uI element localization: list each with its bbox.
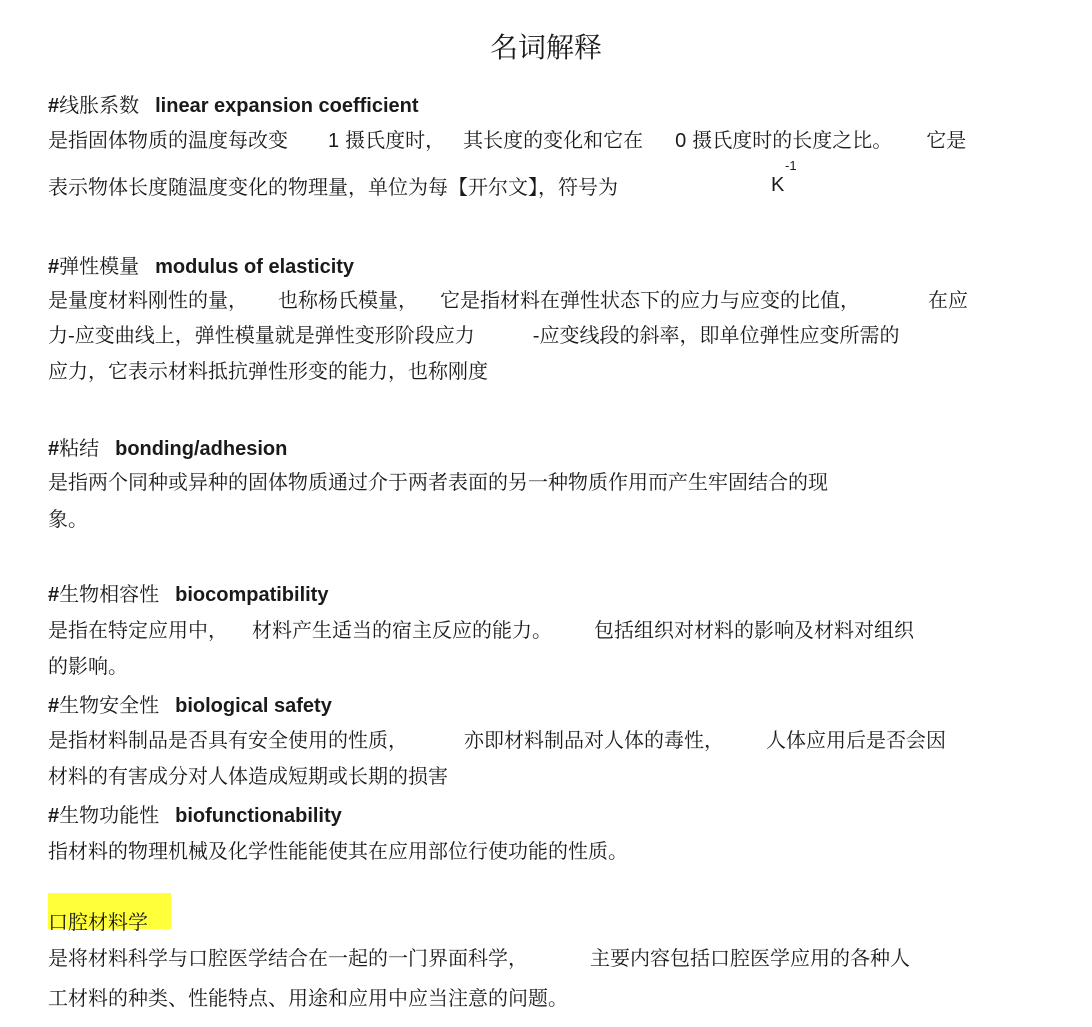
definition-line (48, 762, 448, 790)
definition-segment: 它是指材料在弹性状态下的应力与应变的比值， (440, 288, 860, 312)
definition-segment: 材料产生适当的宿主反应的能力。 (252, 618, 552, 642)
definition-segment: 象。 (48, 507, 88, 531)
definition-segment: 它是 (926, 128, 967, 152)
definition-segment: 人体应用后是否会因 (766, 728, 946, 752)
definition-line (48, 173, 618, 201)
definition-segment: 材料的有害成分对人体造成短期或长期的损害 (48, 764, 448, 788)
definition-segment: 其长度的变化和它在 (463, 128, 644, 152)
definition-line (48, 616, 914, 644)
definition-segment: 在应 (928, 288, 968, 312)
term-chinese: 生物功能性 (59, 803, 160, 827)
definition-line (48, 984, 568, 1012)
term-heading-bonding (48, 434, 287, 463)
definition-line (48, 286, 968, 314)
hash-mark: # (48, 695, 60, 717)
hash-mark: # (48, 95, 60, 117)
term-heading-modulus-of-elasticity (48, 252, 354, 281)
definition-segment: 应力，它表示材料抵抗弹性形变的能力，也称刚度 (48, 359, 488, 383)
definition-number: 1 (328, 130, 340, 152)
definition-segment: 是量度材料刚性的量， (48, 288, 248, 312)
definition-segment: 是指材料制品是否具有安全使用的性质， (48, 728, 408, 752)
definition-line (48, 126, 966, 155)
definition-segment: -应变线段的斜率，即单位弹性应变所需的 (532, 323, 900, 347)
unit-symbol: K (771, 174, 785, 196)
term-english: biological safety (175, 695, 332, 717)
term-chinese: 弹性模量 (59, 254, 140, 278)
definition-line (48, 652, 128, 680)
definition-line (48, 837, 628, 865)
definition-segment: 是指固体物质的温度每改变 (48, 128, 288, 152)
unit-exponent: -1 (785, 158, 797, 173)
term-chinese: 粘结 (59, 436, 100, 460)
definition-segment: 的影响。 (48, 654, 128, 678)
definition-segment: 是指在特定应用中， (48, 618, 228, 642)
definition-number: 0 (675, 130, 687, 152)
definition-segment: 是将材料科学与口腔医学结合在一起的一门界面科学， (48, 946, 528, 970)
hash-mark: # (48, 805, 60, 827)
definition-line (48, 321, 900, 349)
term-heading-linear-expansion (48, 91, 419, 120)
definition-segment: 摄氏度时的长度之比。 (692, 128, 893, 152)
definition-line (48, 468, 828, 496)
hash-mark: # (48, 438, 60, 460)
definition-segment: 表示物体长度随温度变化的物理量，单位为每【开尔文】，符号为 (48, 175, 618, 199)
definition-segment: 指材料的物理机械及化学性能能使其在应用部位行使功能的性质。 (48, 839, 628, 863)
term-english: linear expansion coefficient (155, 95, 419, 117)
definition-segment: 工材料的种类、性能特点、用途和应用中应当注意的问题。 (48, 986, 568, 1010)
term-heading-biological-safety (48, 691, 332, 720)
term-heading-biofunctionability (48, 801, 342, 830)
page-title: 名词解释 (489, 31, 602, 64)
definition-segment: 也称杨氏模量， (278, 288, 418, 312)
definition-line (48, 357, 488, 385)
hash-mark: # (48, 256, 60, 278)
term-chinese: 生物安全性 (59, 693, 160, 717)
definition-segment: 力-应变曲线上，弹性模量就是弹性变形阶段应力 (48, 323, 475, 347)
term-english: biocompatibility (175, 584, 329, 606)
definition-line (48, 944, 910, 972)
definition-segment: 亦即材料制品对人体的毒性， (464, 728, 724, 752)
hash-mark: # (48, 584, 60, 606)
term-english: biofunctionability (175, 805, 342, 827)
definition-segment: 包括组织对材料的影响及材料对组织 (594, 618, 914, 642)
term-heading-biocompatibility (48, 580, 328, 609)
term-chinese: 生物相容性 (59, 582, 160, 606)
definition-segment: 是指两个同种或异种的固体物质通过介于两者表面的另一种物质作用而产生牢固结合的现 (48, 470, 828, 494)
definition-line (48, 726, 946, 754)
term-english: modulus of elasticity (155, 256, 355, 278)
definition-line (48, 505, 88, 533)
definition-segment: 摄氏度时， (345, 128, 446, 152)
definition-segment: 主要内容包括口腔医学应用的各种人 (590, 946, 910, 970)
term-english: bonding/adhesion (115, 438, 288, 460)
term-chinese: 线胀系数 (59, 93, 140, 117)
section-heading-dental-materials: 口腔材料学 (48, 910, 148, 934)
